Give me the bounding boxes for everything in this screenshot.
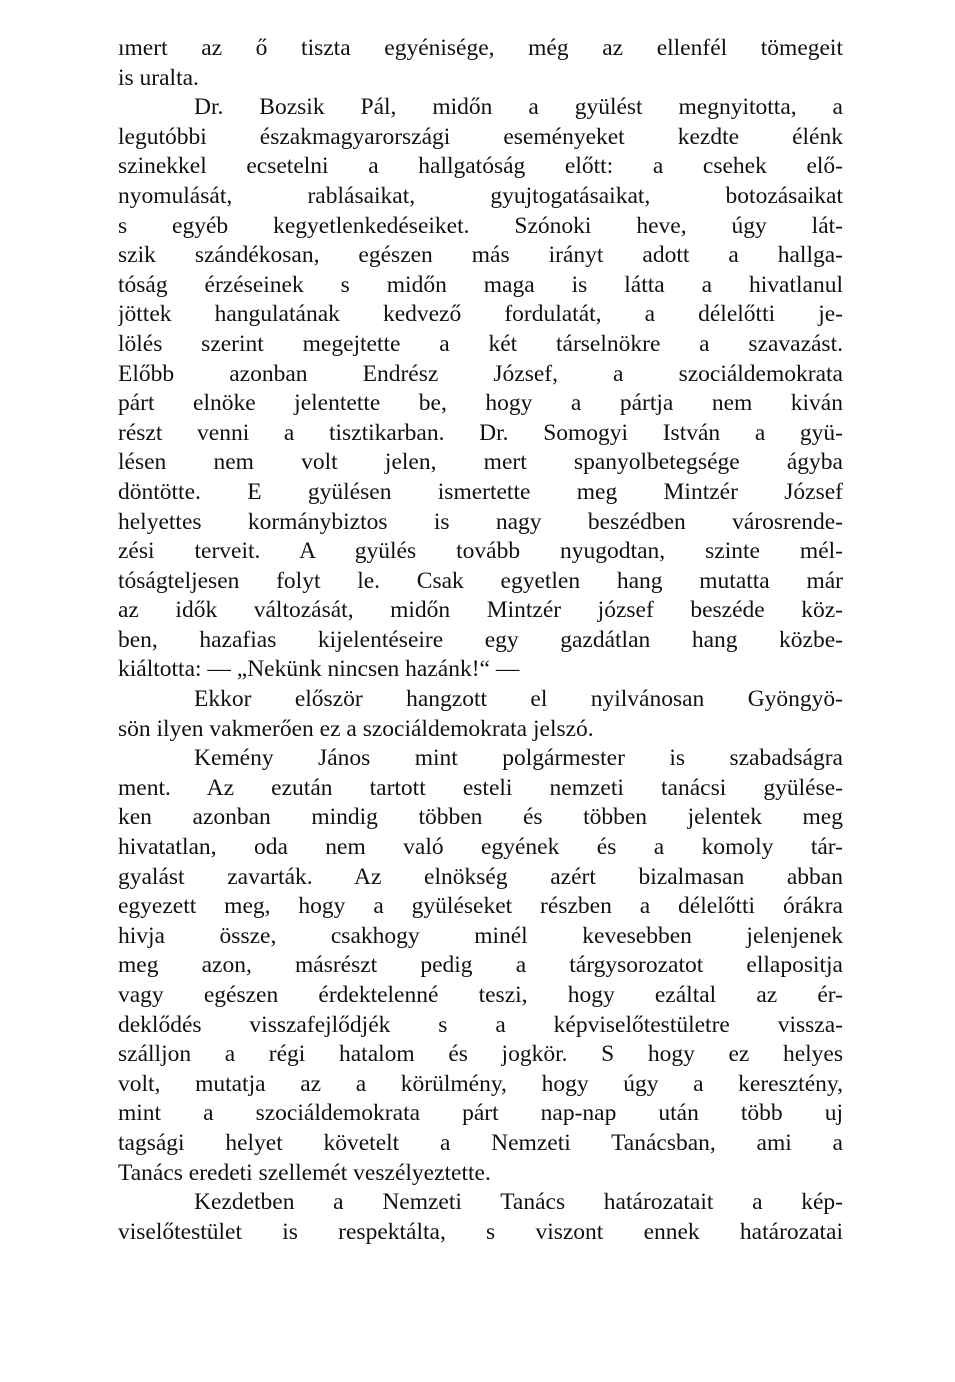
text-line-content: tóságteljesen folyt le. Csak egyetlen hang mutatta már bbox=[118, 567, 843, 594]
text-line-content: helyettes kormánybiztos is nagy beszédben városrende- bbox=[118, 508, 843, 535]
text-line bbox=[118, 1099, 843, 1129]
text-line-content: ken azonban mindig többen és többen jelentek meg bbox=[118, 804, 843, 831]
text-line-content: párt elnöke jelentette be, hogy a pártja nem kiván bbox=[118, 390, 843, 417]
text-line-content: volt, mutatja az a körülmény, hogy úgy a keresztény, bbox=[118, 1070, 843, 1097]
text-line-content: Előbb azonban Endrész József, a szociáldemokrata bbox=[118, 360, 843, 387]
text-line bbox=[118, 330, 843, 360]
text-line-content: tagsági helyet követelt a Nemzeti Tanácsban, ami a bbox=[118, 1129, 843, 1156]
text-line bbox=[118, 922, 843, 952]
text-line bbox=[118, 626, 843, 656]
text-line bbox=[118, 537, 843, 567]
text-line bbox=[118, 1218, 843, 1248]
text-line-content: hivja össze, csakhogy minél kevesebben jelenjenek bbox=[118, 922, 843, 949]
text-line bbox=[118, 241, 843, 271]
text-line-content: egyezett meg, hogy a gyüléseket részben a délelőtti órákra bbox=[118, 893, 843, 920]
text-line bbox=[118, 419, 843, 449]
text-line bbox=[118, 152, 843, 182]
text-line-content: s egyéb kegyetlenkedéseiket. Szónoki heve, úgy lát- bbox=[118, 212, 843, 239]
text-line-content: részt venni a tisztikarban. Dr. Somogyi István a gyü- bbox=[118, 419, 843, 446]
text-line-content: döntötte. E gyülésen ismertette meg Mintzér József bbox=[118, 478, 843, 505]
text-line-content: ımert az ő tiszta egyénisége, még az ellenfél tömegeit bbox=[118, 35, 843, 61]
text-line-content: ment. Az ezután tartott esteli nemzeti tanácsi gyülése- bbox=[118, 774, 843, 801]
text-line-content: Kemény János mint polgármester is szabadságra bbox=[194, 745, 843, 772]
text-line-content: gyalást zavarták. Az elnökség azért bizalmasan abban bbox=[118, 863, 843, 890]
text-line-content: Dr. Bozsik Pál, midőn a gyülést megnyitotta, a bbox=[194, 94, 843, 121]
text-line bbox=[118, 1129, 843, 1159]
text-line-content: ben, hazafias kijelentéseire egy gazdátlan hang közbe- bbox=[118, 626, 843, 653]
text-line bbox=[118, 685, 843, 715]
text-line bbox=[118, 1040, 843, 1070]
text-line bbox=[118, 1011, 843, 1041]
text-line-content: az idők változását, midőn Mintzér józsef beszéde köz- bbox=[118, 597, 843, 624]
text-line-content: jöttek hangulatának kedvező fordulatát, a délelőtti je- bbox=[118, 301, 843, 328]
text-line bbox=[118, 567, 843, 597]
text-line bbox=[118, 508, 843, 538]
text-line bbox=[118, 981, 843, 1011]
text-line bbox=[118, 300, 843, 330]
body-text bbox=[118, 34, 843, 1247]
text-line bbox=[118, 93, 843, 123]
text-line bbox=[118, 182, 843, 212]
text-line bbox=[118, 892, 843, 922]
text-line-content: legutóbbi északmagyarországi eseményeket kezdte élénk bbox=[118, 123, 843, 150]
text-line bbox=[118, 596, 843, 626]
text-line-content: Tanács eredeti szellemét veszélyeztette. bbox=[118, 1159, 491, 1186]
text-line-content: kiáltotta: — „Nekünk nincsen hazánk!“ — bbox=[118, 656, 520, 683]
text-line bbox=[118, 64, 843, 94]
text-line-content: szálljon a régi hatalom és jogkör. S hogy ez helyes bbox=[118, 1041, 843, 1068]
text-line-content: vagy egészen érdektelenné teszi, hogy ezáltal az ér- bbox=[118, 982, 843, 1008]
text-line bbox=[118, 774, 843, 804]
text-line bbox=[118, 123, 843, 153]
text-line-content: sön ilyen vakmerően ez a szociáldemokrata jelszó. bbox=[118, 715, 594, 742]
text-line bbox=[118, 271, 843, 301]
text-line-content: nyomulását, rablásaikat, gyujtogatásaikat, botozásaikat bbox=[118, 182, 843, 209]
text-line-content: tóság érzéseinek s midőn maga is látta a hivatlanul bbox=[118, 271, 843, 298]
text-line-content: viselőtestület is respektálta, s viszont ennek határozatai bbox=[118, 1218, 843, 1245]
text-line-content: lölés szerint megejtette a két társelnökre a szavazást. bbox=[118, 330, 843, 357]
text-line-content: Kezdetben a Nemzeti Tanács határozatait a kép- bbox=[194, 1189, 843, 1216]
text-line bbox=[118, 1159, 843, 1189]
text-line-content: deklődés visszafejlődjék s a képviselőtestületre vissza- bbox=[118, 1011, 843, 1038]
text-line bbox=[118, 1188, 843, 1218]
text-line bbox=[118, 715, 843, 745]
text-line bbox=[118, 360, 843, 390]
text-line bbox=[118, 833, 843, 863]
text-line-content: szinekkel ecsetelni a hallgatóság előtt: a csehek elő- bbox=[118, 153, 843, 180]
text-line bbox=[118, 212, 843, 242]
text-line-content: lésen nem volt jelen, mert spanyolbetegsége ágyba bbox=[118, 449, 843, 476]
text-line bbox=[118, 34, 843, 64]
text-line bbox=[118, 803, 843, 833]
text-line bbox=[118, 448, 843, 478]
text-line bbox=[118, 389, 843, 419]
text-line-content: zési terveit. A gyülés tovább nyugodtan, szinte mél- bbox=[118, 538, 843, 565]
text-line bbox=[118, 863, 843, 893]
text-line-content: Ekkor először hangzott el nyilvánosan Gyöngyö- bbox=[194, 686, 843, 713]
text-line bbox=[118, 478, 843, 508]
text-line bbox=[118, 744, 843, 774]
text-line-content: szik szándékosan, egészen más irányt adott a hallga- bbox=[118, 242, 843, 269]
text-line-content: meg azon, másrészt pedig a tárgysorozatot ellapositja bbox=[118, 952, 843, 979]
text-line-content: hivatatlan, oda nem való egyének és a komoly tár- bbox=[118, 834, 843, 861]
text-line-content: mint a szociáldemokrata párt nap-nap után több uj bbox=[118, 1100, 843, 1127]
text-line-content: is uralta. bbox=[118, 64, 199, 91]
text-line bbox=[118, 655, 843, 685]
text-line bbox=[118, 1070, 843, 1100]
text-line bbox=[118, 951, 843, 981]
